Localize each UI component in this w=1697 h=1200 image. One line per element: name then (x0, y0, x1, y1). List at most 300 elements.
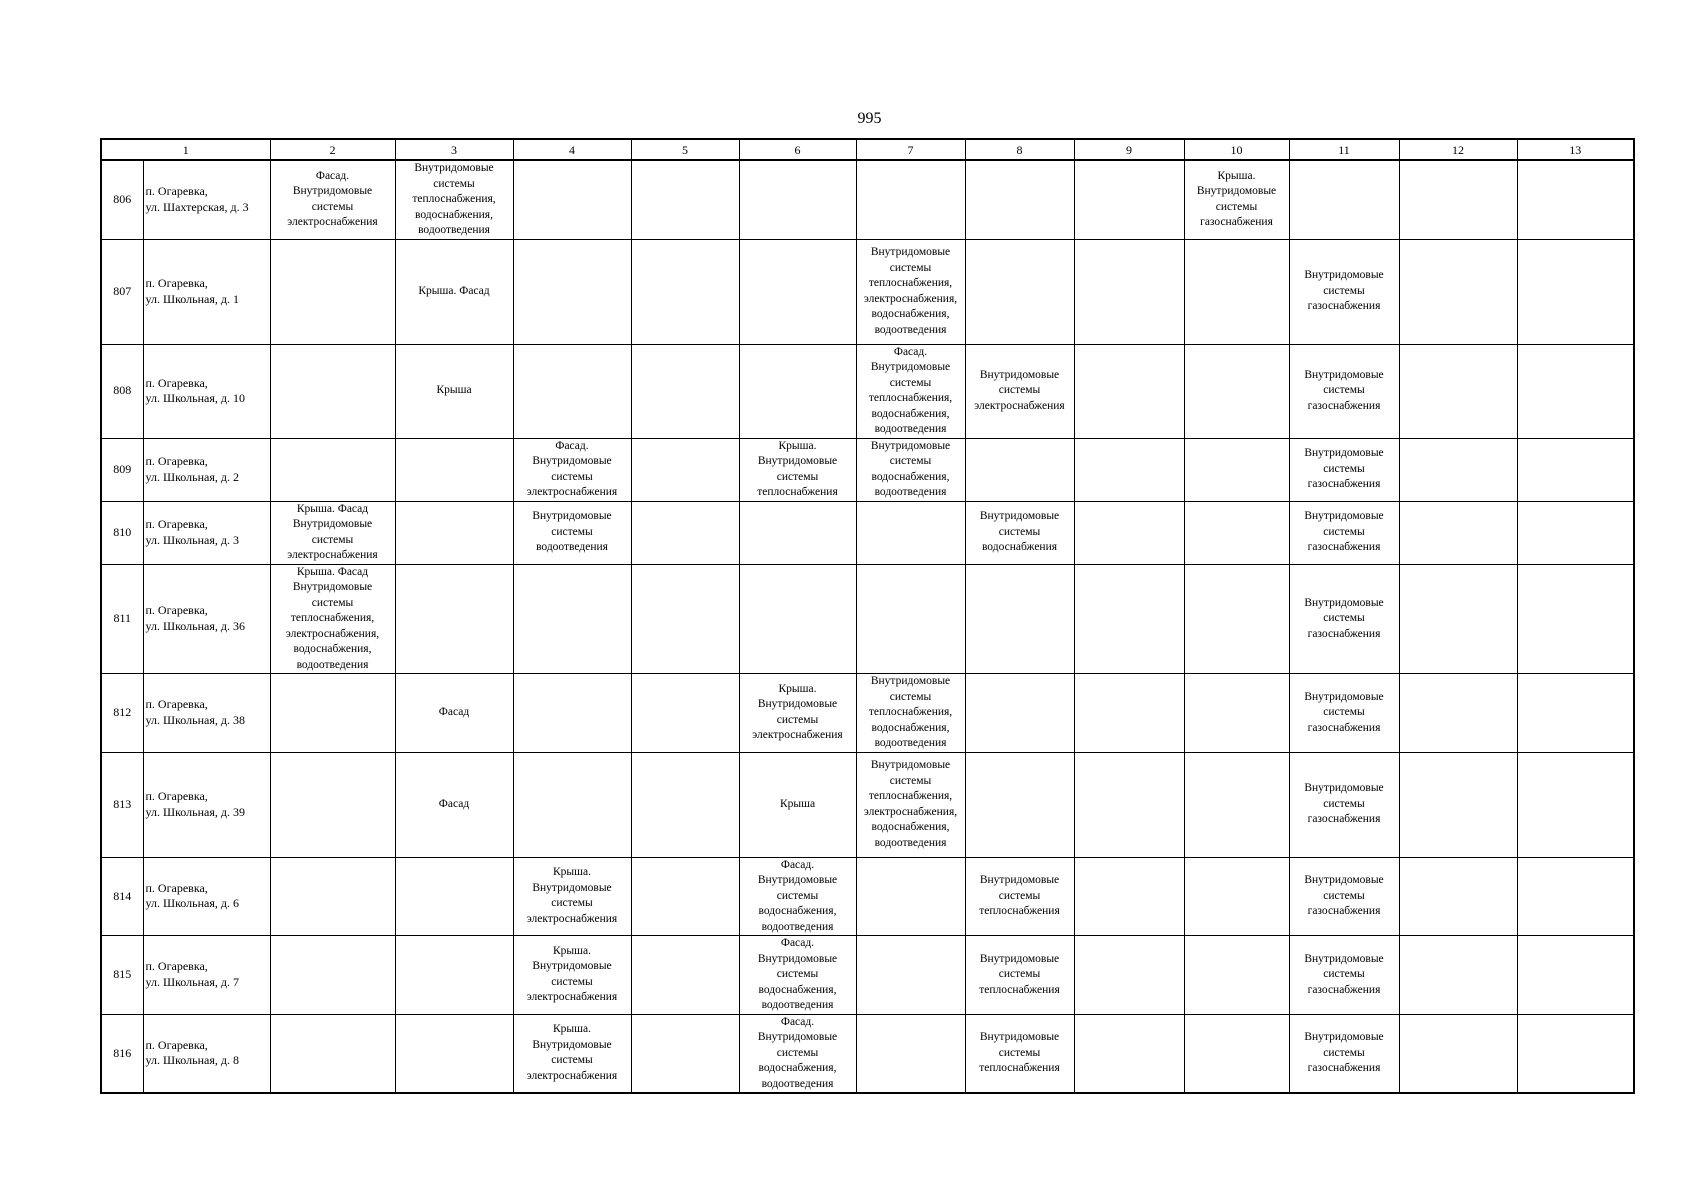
work-line: Крыша (779, 797, 816, 810)
work-line: водоснабжения, (871, 721, 950, 734)
work-line: газоснабжения (1307, 627, 1381, 640)
work-cell (631, 857, 739, 936)
work-cell (1517, 564, 1634, 674)
work-cell (270, 1014, 395, 1093)
address-line: п. Огаревка, (145, 880, 208, 895)
work-line: Внутридомовые (757, 455, 838, 467)
address-line: п. Огаревка, (145, 603, 208, 618)
work-cell (1184, 564, 1289, 674)
work-cell (1399, 501, 1517, 564)
work-line: Крыша. (778, 439, 817, 452)
column-header: 11 (1289, 139, 1399, 160)
work-cell (1289, 344, 1399, 438)
work-cell (739, 239, 856, 344)
work-cell (1074, 160, 1184, 239)
work-cell (1074, 674, 1184, 753)
work-line: Внутридомовые (757, 874, 838, 886)
work-cell (856, 1014, 965, 1093)
work-line: системы (889, 455, 932, 467)
work-line: системы (889, 376, 932, 389)
work-line: теплоснабжения (757, 486, 838, 498)
work-line: системы (1323, 384, 1365, 397)
table-row (101, 752, 1634, 857)
work-line: Внутридомовые (1304, 782, 1384, 795)
column-header: 12 (1399, 139, 1517, 160)
work-cell (513, 752, 631, 857)
work-cell (513, 564, 631, 674)
work-line: водоснабжения, (871, 308, 950, 320)
work-cell (270, 752, 395, 857)
work-line: системы (1323, 612, 1365, 624)
work-cell (1289, 438, 1399, 501)
work-line: газоснабжения (1307, 905, 1381, 917)
work-line: водоотведения (761, 920, 834, 933)
work-cell (1289, 564, 1399, 674)
work-cell (856, 239, 965, 344)
work-cell (513, 160, 631, 239)
work-line: электроснабжения, (863, 805, 958, 818)
work-line: Фасад. (780, 937, 815, 949)
work-line: водоотведения (874, 323, 947, 336)
work-cell (965, 564, 1074, 674)
work-line: водоотведения (874, 836, 947, 849)
work-cell (270, 674, 395, 753)
work-line: теплоснабжения, (868, 392, 953, 404)
address-line: ул. Школьная, д. 36 (145, 618, 245, 633)
work-line: системы (776, 470, 819, 483)
work-line: электроснабжения (974, 399, 1065, 412)
work-cell (1399, 936, 1517, 1015)
work-cell (513, 1014, 631, 1093)
work-line: электроснабжения, (285, 627, 380, 640)
work-line: Внутридомовые (979, 510, 1060, 523)
work-cell (1517, 1014, 1634, 1093)
work-line: системы (1215, 200, 1258, 213)
work-cell (395, 438, 513, 501)
work-line: водоснабжения, (758, 983, 837, 996)
work-line: электроснабжения (752, 729, 843, 742)
work-cell (1074, 239, 1184, 344)
table-row (101, 936, 1634, 1015)
work-line: теплоснабжения (979, 905, 1060, 917)
work-line: водоотведения (296, 658, 369, 671)
work-line: Внутридомовые (532, 881, 612, 894)
work-cell (631, 752, 739, 857)
work-cell (1074, 501, 1184, 564)
row-number: 812 (101, 674, 143, 753)
address-line: п. Огаревка, (145, 1037, 208, 1052)
column-header: 2 (270, 139, 395, 160)
work-line: водоснабжения, (293, 643, 372, 655)
work-line: системы (551, 897, 593, 910)
work-line: системы (776, 968, 819, 980)
work-cell (856, 674, 965, 753)
work-cell (1184, 936, 1289, 1015)
address-line: ул. Школьная, д. 8 (145, 1053, 239, 1068)
work-cell (270, 344, 395, 438)
work-line: системы (1323, 284, 1365, 297)
work-line: водоснабжения, (758, 1062, 837, 1074)
work-cell (631, 239, 739, 344)
work-cell (631, 1014, 739, 1093)
address-cell (143, 752, 270, 857)
work-cell (1074, 857, 1184, 936)
work-line: системы (433, 177, 475, 190)
work-cell (856, 936, 965, 1015)
column-header: 13 (1517, 139, 1634, 160)
work-cell (1289, 239, 1399, 344)
work-line: газоснабжения (1200, 216, 1273, 229)
work-line: системы (998, 889, 1041, 902)
work-cell (856, 564, 965, 674)
work-line: газоснабжения (1307, 1062, 1381, 1074)
work-line: теплоснабжения, (412, 193, 496, 205)
address-cell (143, 1014, 270, 1093)
work-line: Внутридомовые (292, 185, 373, 198)
work-line: электроснабжения (526, 486, 618, 498)
work-cell (1517, 752, 1634, 857)
work-cell (965, 857, 1074, 936)
work-line: водоотведения (536, 541, 608, 554)
work-cell (1399, 160, 1517, 239)
address-line: п. Огаревка, (145, 959, 208, 974)
work-line: газоснабжения (1307, 541, 1381, 554)
work-cell (739, 501, 856, 564)
row-number: 807 (101, 239, 143, 344)
work-line: Фасад (438, 706, 470, 718)
work-line: Внутридомовые (1304, 269, 1384, 282)
address-line: ул. Школьная, д. 1 (145, 291, 239, 306)
work-cell (395, 857, 513, 936)
work-cell (739, 344, 856, 438)
work-line: Крыша. (553, 866, 591, 879)
work-cell (270, 239, 395, 344)
work-line: Внутридомовые (979, 952, 1060, 965)
work-line: электроснабжения (526, 991, 618, 1004)
work-cell (965, 239, 1074, 344)
row-number: 809 (101, 438, 143, 501)
address-line: ул. Школьная, д. 2 (145, 469, 239, 484)
work-line: системы (776, 713, 819, 726)
work-cell (856, 438, 965, 501)
work-line: Внутридомовые (1304, 952, 1384, 965)
work-cell (965, 674, 1074, 753)
work-line: Крыша. (778, 682, 817, 695)
work-line: системы (551, 975, 593, 988)
row-number: 814 (101, 857, 143, 936)
work-line: Внутридомовые (532, 1038, 612, 1051)
column-header: 3 (395, 139, 513, 160)
address-cell (143, 857, 270, 936)
work-cell (1517, 344, 1634, 438)
work-cell (270, 564, 395, 674)
work-cell (739, 438, 856, 501)
address-line: п. Огаревка, (145, 184, 208, 199)
work-cell (270, 936, 395, 1015)
work-line: газоснабжения (1307, 399, 1381, 412)
work-cell (631, 438, 739, 501)
work-cell (1399, 1014, 1517, 1093)
work-cell (1074, 438, 1184, 501)
work-line: Внутридомовые (1304, 368, 1384, 381)
address-line: п. Огаревка, (145, 375, 208, 390)
address-line: ул. Школьная, д. 7 (145, 974, 239, 989)
work-line: Внутридомовые (1304, 690, 1384, 703)
work-cell (1517, 674, 1634, 753)
work-line: водоотведения (761, 1077, 834, 1090)
work-cell (1399, 674, 1517, 753)
work-cell (965, 752, 1074, 857)
work-line: электроснабжения, (863, 292, 958, 305)
work-line: системы (776, 889, 819, 902)
work-cell (395, 344, 513, 438)
work-line: Внутридомовые (532, 510, 612, 523)
work-line: системы (1323, 462, 1365, 475)
work-line: Внутридомовые (979, 874, 1060, 886)
work-cell (739, 752, 856, 857)
work-cell (395, 239, 513, 344)
address-cell (143, 674, 270, 753)
work-line: Внутридомовые (1304, 874, 1384, 886)
work-line: системы (311, 200, 354, 213)
work-cell (395, 1014, 513, 1093)
work-cell (1184, 438, 1289, 501)
table-row (101, 674, 1634, 753)
address-line: п. Огаревка, (145, 276, 208, 290)
work-cell (631, 501, 739, 564)
column-header: 5 (631, 139, 739, 160)
work-cell (513, 239, 631, 344)
work-cell (1289, 674, 1399, 753)
work-line: газоснабжения (1307, 983, 1381, 996)
work-line: системы (1323, 1046, 1365, 1059)
work-line: Крыша (436, 384, 472, 397)
work-line: Внутридомовые (870, 246, 951, 258)
work-line: водоотведения (874, 737, 947, 749)
work-line: Внутридомовые (979, 1031, 1060, 1043)
work-cell (1517, 501, 1634, 564)
address-cell (143, 344, 270, 438)
address-cell (143, 438, 270, 501)
work-line: Внутридомовые (292, 581, 373, 593)
work-line: теплоснабжения (979, 983, 1060, 996)
work-line: системы (551, 1054, 593, 1067)
work-cell (513, 857, 631, 936)
table-row (101, 857, 1634, 936)
row-number: 811 (101, 564, 143, 674)
address-line: ул. Школьная, д. 6 (145, 896, 239, 911)
work-line: водоснабжения (981, 541, 1058, 554)
work-line: системы (1323, 525, 1365, 538)
work-cell (513, 501, 631, 564)
work-cell (739, 674, 856, 753)
work-cell (1399, 857, 1517, 936)
work-cell (1399, 438, 1517, 501)
work-line: Фасад. (893, 345, 928, 358)
work-cell (1074, 1014, 1184, 1093)
work-cell (856, 344, 965, 438)
address-line: ул. Школьная, д. 38 (145, 712, 245, 727)
work-cell (1074, 936, 1184, 1015)
work-line: Фасад. (780, 858, 815, 871)
work-cell (965, 501, 1074, 564)
work-cell (856, 857, 965, 936)
work-cell (965, 344, 1074, 438)
work-line: Внутридомовые (870, 675, 951, 687)
work-cell (965, 1014, 1074, 1093)
work-cell (395, 564, 513, 674)
work-cell (1517, 239, 1634, 344)
work-cell (1074, 564, 1184, 674)
work-line: системы (889, 261, 932, 274)
work-line: системы (776, 1046, 819, 1059)
work-cell (1074, 752, 1184, 857)
work-cell (1289, 857, 1399, 936)
work-line: водоотведения (761, 999, 834, 1011)
table-row (101, 344, 1634, 438)
row-number: 810 (101, 501, 143, 564)
work-cell (1399, 344, 1517, 438)
work-line: Внутридомовые (757, 698, 838, 711)
work-line: Внутридомовые (1304, 510, 1384, 523)
work-line: электроснабжения (526, 912, 618, 925)
work-line: Крыша. Фасад (418, 284, 490, 297)
work-cell (856, 160, 965, 239)
work-line: водоотведения (874, 486, 947, 498)
work-cell (1289, 501, 1399, 564)
work-cell (270, 160, 395, 239)
work-line: водоотведения (874, 423, 947, 435)
work-line: теплоснабжения, (868, 706, 953, 718)
work-cell (739, 857, 856, 936)
address-cell (143, 501, 270, 564)
work-cell (395, 160, 513, 239)
work-line: системы (998, 1046, 1041, 1059)
work-cell (395, 674, 513, 753)
address-cell (143, 936, 270, 1015)
work-line: Внутридомовые (757, 952, 838, 965)
table-row (101, 564, 1634, 674)
work-cell (631, 160, 739, 239)
work-cell (965, 160, 1074, 239)
work-cell (631, 674, 739, 753)
work-line: водоснабжения, (415, 208, 493, 221)
table-row (101, 160, 1634, 239)
work-line: водоснабжения, (758, 905, 837, 917)
work-cell (513, 936, 631, 1015)
work-line: системы (889, 774, 932, 787)
work-line: системы (1323, 889, 1365, 902)
work-cell (739, 564, 856, 674)
work-cell (395, 752, 513, 857)
column-header: 1 (101, 139, 270, 160)
work-line: газоснабжения (1307, 813, 1381, 826)
work-line: Фасад (438, 797, 470, 810)
work-line: системы (998, 525, 1041, 538)
address-cell (143, 564, 270, 674)
work-line: Внутридомовые (414, 162, 494, 174)
work-cell (395, 936, 513, 1015)
work-line: системы (1323, 968, 1365, 980)
work-cell (1517, 857, 1634, 936)
work-cell (513, 438, 631, 501)
work-line: системы (551, 525, 593, 538)
work-cell (1517, 936, 1634, 1015)
table-row (101, 501, 1634, 564)
work-cell (965, 936, 1074, 1015)
work-cell (631, 564, 739, 674)
work-line: Фасад. (315, 169, 350, 182)
work-line: Внутридомовые (1304, 596, 1384, 609)
work-cell (1184, 239, 1289, 344)
work-line: водоснабжения, (871, 407, 950, 420)
work-cell (1399, 239, 1517, 344)
work-line: электроснабжения (287, 549, 378, 561)
repair-schedule-table (100, 138, 1635, 1094)
row-number: 813 (101, 752, 143, 857)
work-line: Крыша. Фасад (296, 502, 369, 515)
work-line: электроснабжения (287, 216, 378, 229)
work-line: системы (1323, 797, 1365, 810)
column-header: 9 (1074, 139, 1184, 160)
work-line: электроснабжения (526, 1069, 618, 1082)
work-line: Фасад. (555, 439, 589, 452)
work-line: Внутридомовые (979, 368, 1060, 381)
row-number: 816 (101, 1014, 143, 1093)
work-cell (631, 936, 739, 1015)
address-line: п. Огаревка, (145, 454, 208, 468)
work-cell (1289, 752, 1399, 857)
address-line: п. Огаревка, (145, 789, 208, 803)
work-line: газоснабжения (1307, 300, 1381, 313)
work-line: системы (998, 384, 1041, 397)
work-line: Внутридомовые (292, 518, 373, 530)
work-line: Фасад. (780, 1015, 815, 1028)
work-line: водоснабжения, (871, 821, 950, 833)
work-cell (1289, 1014, 1399, 1093)
work-cell (631, 344, 739, 438)
address-line: ул. Школьная, д. 10 (145, 391, 245, 405)
work-line: Внутридомовые (532, 960, 612, 973)
row-number: 806 (101, 160, 143, 239)
work-cell (513, 674, 631, 753)
work-cell (1399, 564, 1517, 674)
work-line: Крыша. (553, 944, 591, 957)
work-line: теплоснабжения, (290, 612, 375, 624)
work-line: Внутридомовые (1196, 185, 1277, 198)
work-cell (739, 1014, 856, 1093)
row-number: 808 (101, 344, 143, 438)
work-line: Внутридомовые (870, 439, 951, 452)
work-cell (739, 160, 856, 239)
work-line: системы (311, 533, 354, 546)
column-header: 8 (965, 139, 1074, 160)
work-cell (1184, 674, 1289, 753)
work-line: Внутридомовые (757, 1031, 838, 1043)
work-cell (1399, 752, 1517, 857)
work-line: системы (311, 596, 354, 609)
work-cell (1184, 857, 1289, 936)
work-line: теплоснабжения (979, 1062, 1060, 1074)
work-line: системы (998, 968, 1041, 980)
work-cell (1289, 936, 1399, 1015)
column-header: 7 (856, 139, 965, 160)
address-line: ул. Школьная, д. 3 (145, 532, 239, 547)
work-line: Внутридомовые (870, 361, 951, 373)
address-cell (143, 239, 270, 344)
row-number: 815 (101, 936, 143, 1015)
work-line: Внутридомовые (870, 759, 951, 771)
